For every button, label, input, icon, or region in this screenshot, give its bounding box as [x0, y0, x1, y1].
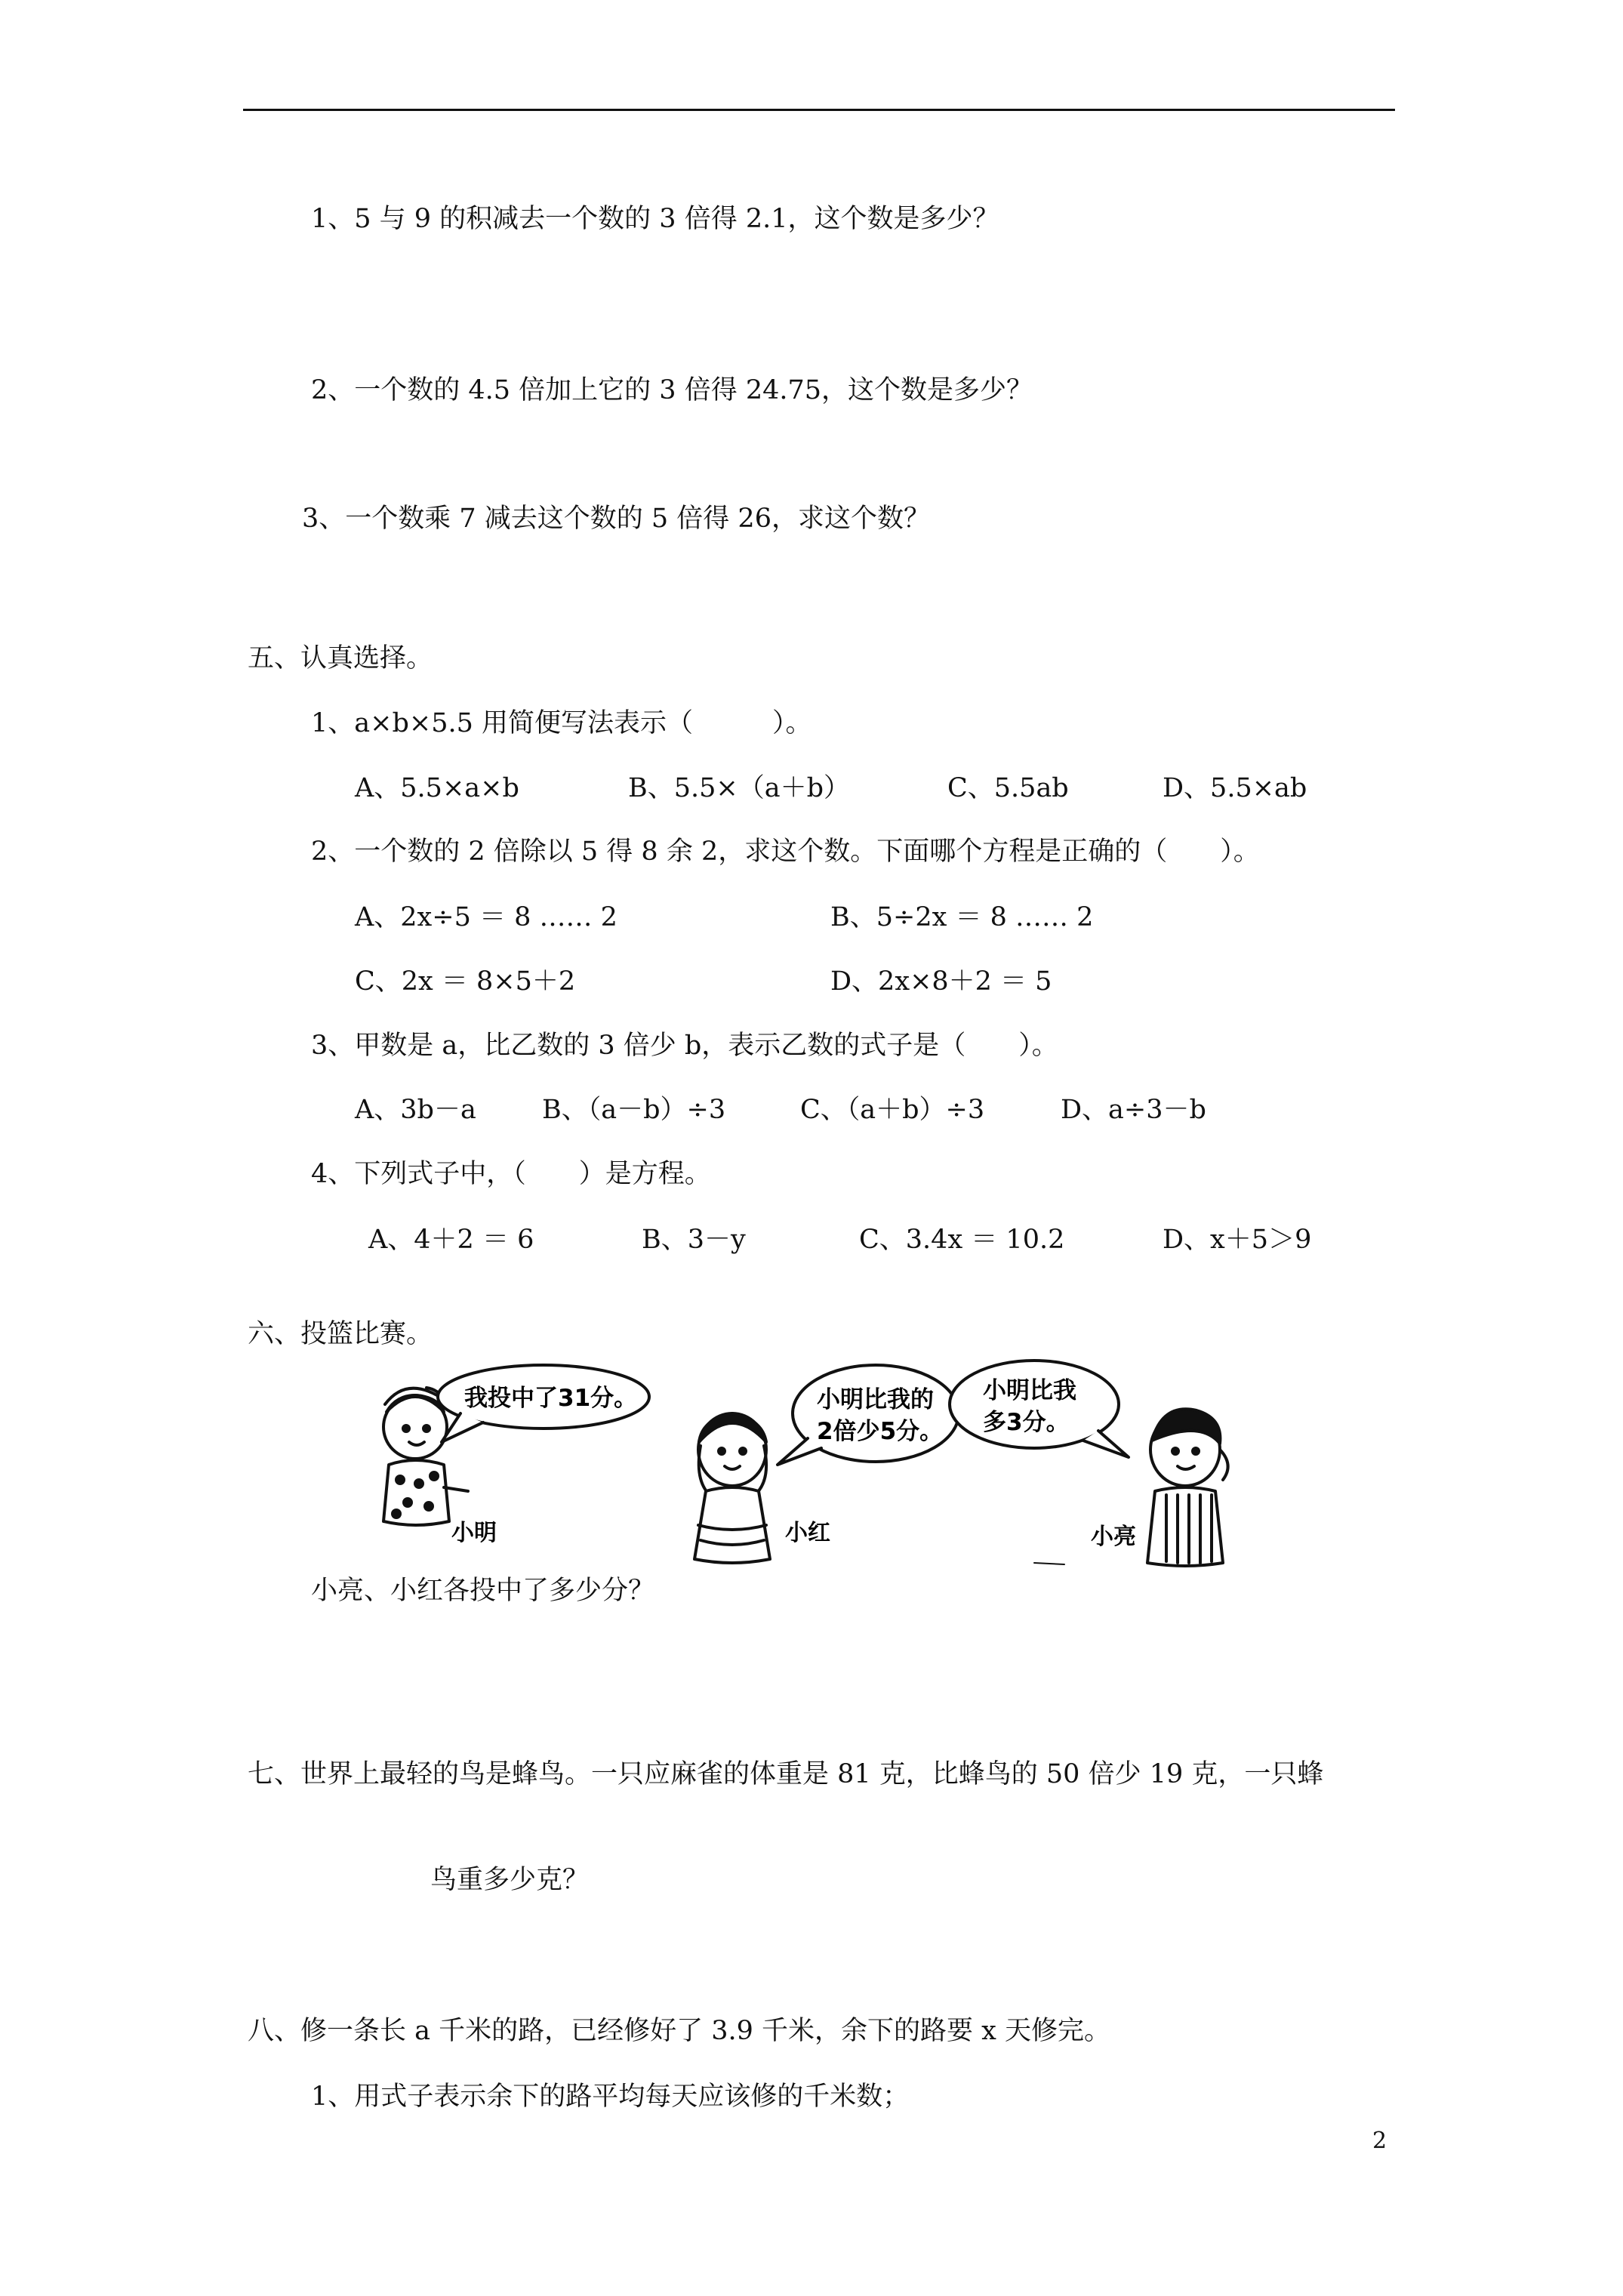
option-5-2-a: A、2x÷5 ＝ 8 …… 2 [355, 902, 617, 932]
option-5-2-d: D、2x×8＋2 ＝ 5 [830, 966, 1052, 997]
question-4-1: 1、5 与 9 的积减去一个数的 3 倍得 2.1，这个数是多少？ [311, 204, 999, 234]
illustration-svg [355, 1359, 1291, 1570]
xiaoliang-figure [1147, 1409, 1228, 1566]
option-5-3-b: B、（a－b）÷3 [542, 1095, 726, 1125]
question-5-3-stem: 3、甲数是 a，比乙数的 3 倍少 b，表示乙数的式子是（ ）。 [311, 1031, 1058, 1061]
xiaohong-bubble-line2: 2倍少5分。 [817, 1418, 944, 1445]
xiaohong-caption: 小红 [785, 1520, 830, 1546]
page-number: 2 [1372, 2128, 1387, 2154]
section-7-line2: 鸟重多少克？ [430, 1865, 590, 1895]
question-5-1-stem: 1、a×b×5.5 用简便写法表示（ ）。 [311, 708, 812, 738]
option-5-1-a: A、5.5×a×b [355, 773, 519, 803]
xiaohong-bubble-line1: 小明比我的 [817, 1386, 934, 1413]
option-5-1-d: D、5.5×ab [1163, 773, 1307, 803]
xiaoliang-caption: 小亮 [1091, 1524, 1136, 1550]
question-6: 小亮、小红各投中了多少分？ [311, 1576, 655, 1606]
question-5-4-stem: 4、下列式子中，（ ）是方程。 [311, 1159, 711, 1189]
xiaoliang-bubble-line2: 多3分。 [983, 1409, 1070, 1436]
xiaohong-bubble [778, 1365, 959, 1465]
header-rule [243, 109, 1395, 111]
option-5-3-d: D、a÷3－b [1061, 1095, 1206, 1125]
xiaohong-figure [694, 1413, 770, 1563]
section-7-line1: 七、世界上最轻的鸟是蜂鸟。一只应麻雀的体重是 81 克，比蜂鸟的 50 倍少 19 克，一只蜂 [248, 1759, 1324, 1789]
option-5-4-a: A、4＋2 ＝ 6 [368, 1225, 534, 1255]
question-5-2-stem: 2、一个数的 2 倍除以 5 得 8 余 2，求这个数。下面哪个方程是正确的（ ）。 [311, 837, 1260, 867]
question-4-3: 3、一个数乘 7 减去这个数的 5 倍得 26，求这个数？ [302, 504, 930, 534]
section-6-title: 六、投篮比赛。 [248, 1319, 433, 1349]
option-5-4-c: C、3.4x ＝ 10.2 [859, 1225, 1065, 1255]
option-5-2-b: B、5÷2x ＝ 8 …… 2 [830, 902, 1094, 932]
xiaoming-caption: 小明 [451, 1520, 497, 1546]
option-5-3-c: C、（a＋b）÷3 [800, 1095, 985, 1125]
option-5-1-b: B、5.5×（a＋b） [628, 773, 850, 803]
option-5-4-b: B、3－y [642, 1225, 746, 1255]
section-5-title: 五、认真选择。 [248, 643, 433, 673]
section-8-line1: 八、修一条长 a 千米的路，已经修好了 3.9 千米，余下的路要 x 天修完。 [248, 2016, 1111, 2046]
option-5-3-a: A、3b－a [355, 1095, 476, 1125]
question-4-2: 2、一个数的 4.5 倍加上它的 3 倍得 24.75，这个数是多少？ [311, 375, 1033, 405]
option-5-1-c: C、5.5ab [947, 773, 1069, 803]
question-8-1: 1、用式子表示余下的路平均每天应该修的千米数； [311, 2082, 910, 2112]
xiaoliang-bubble-line1: 小明比我 [983, 1377, 1076, 1404]
basketball-illustration [355, 1359, 1291, 1570]
option-5-2-c: C、2x ＝ 8×5＋2 [355, 966, 576, 997]
xiaoming-bubble-text: 我投中了31分。 [464, 1385, 638, 1412]
option-5-4-d: D、x＋5＞9 [1163, 1225, 1312, 1255]
